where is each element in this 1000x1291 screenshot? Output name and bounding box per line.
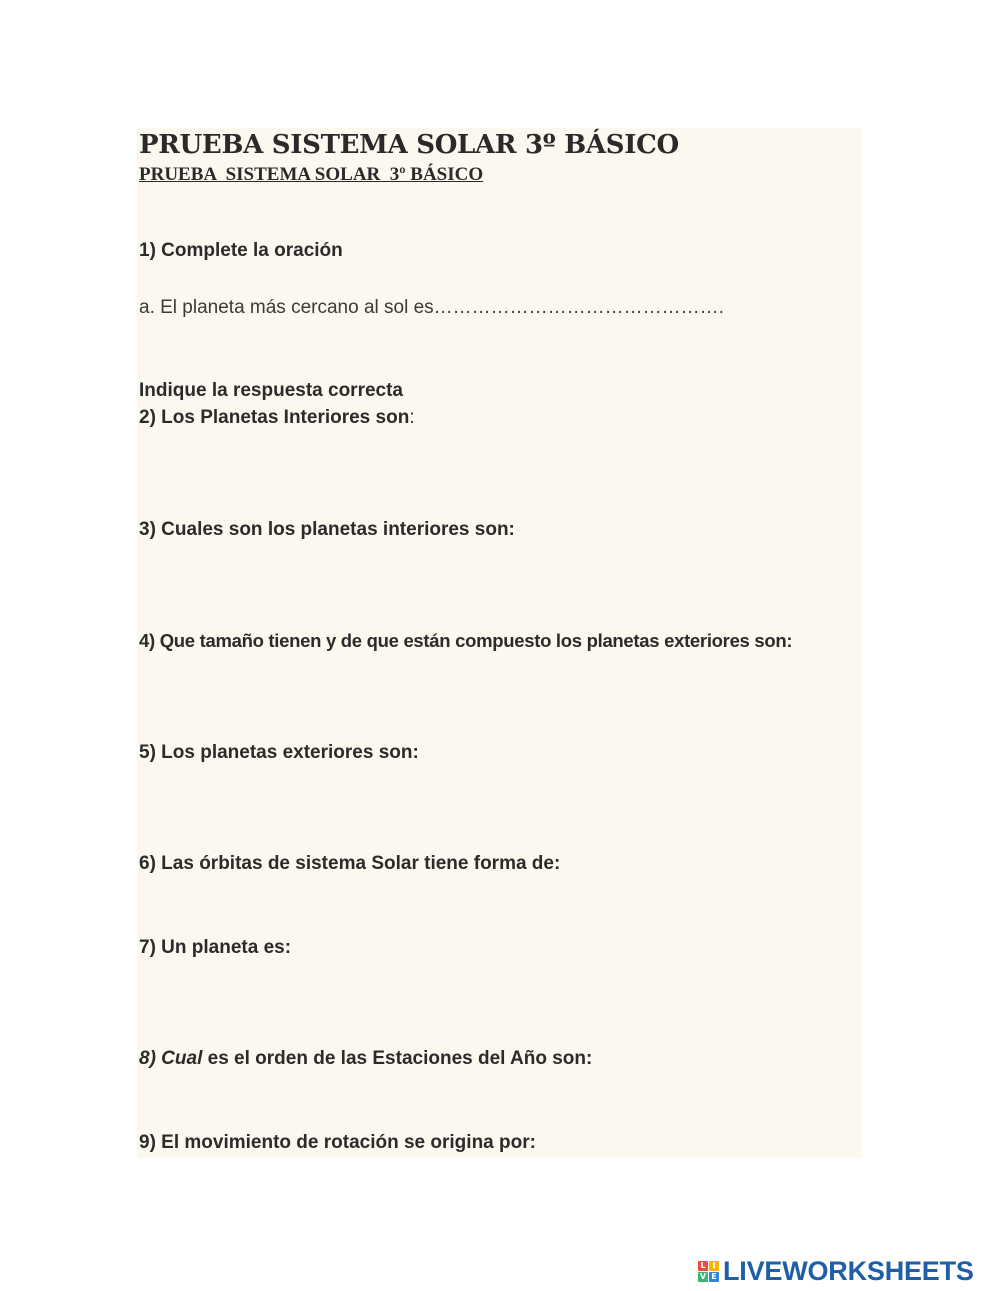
question-8-text	[139, 1048, 592, 1070]
question-5-text: 5) Los planetas exteriores son:	[139, 742, 419, 763]
logo-letter-e: E	[709, 1272, 719, 1282]
question-1a-text: a. El planeta más cercano al sol es……………………………………….	[139, 297, 724, 318]
page-subtitle: PRUEBA SISTEMA SOLAR 3º BÁSICO	[139, 164, 484, 185]
question-8-italic-part: 8) Cual	[139, 1048, 203, 1069]
logo-letter-v: V	[699, 1271, 707, 1281]
question-1-heading: 1) Complete la oración	[139, 240, 343, 261]
question-3-text: 3) Cuales son los planetas interiores son:	[139, 519, 515, 540]
question-6-text: 6) Las órbitas de sistema Solar tiene forma de:	[139, 853, 561, 874]
question-4-text: 4) Que tamaño tienen y de que están compuesto los planetas exteriores son:	[139, 630, 793, 651]
logo-letter-l: L	[698, 1261, 708, 1271]
question-2-text	[139, 407, 415, 429]
logo-letter-i: I	[709, 1261, 719, 1271]
liveworksheets-logo-text: LIVEWORKSHEETS	[723, 1256, 974, 1286]
liveworksheets-logo	[698, 1257, 974, 1285]
question-8-rest: es el orden de las Estaciones del Año son:	[202, 1048, 593, 1069]
question-2-label: 2) Los Planetas Interiores son	[139, 407, 410, 428]
liveworksheets-logo-icon	[698, 1261, 719, 1282]
question-9-text: 9) El movimiento de rotación se origina por:	[139, 1132, 536, 1153]
page-title: PRUEBA SISTEMA SOLAR 3º BÁSICO	[139, 130, 679, 160]
question-2-colon: :	[409, 407, 415, 428]
instruction-text: Indique la respuesta correcta	[139, 380, 403, 401]
question-7-text: 7) Un planeta es:	[139, 937, 292, 958]
